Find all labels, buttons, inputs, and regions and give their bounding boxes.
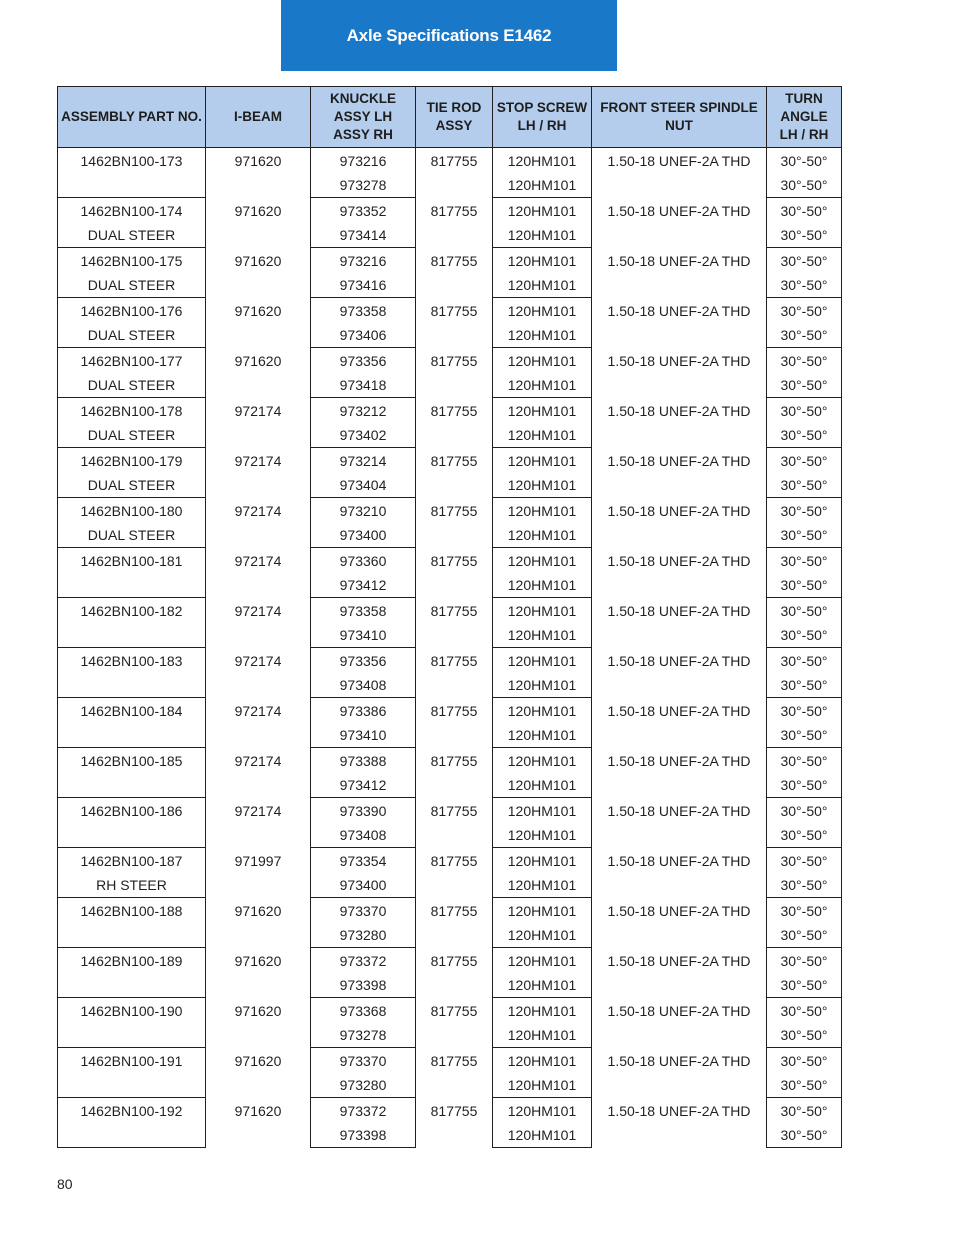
table-row bbox=[58, 1098, 842, 1124]
i-beam-cell: 972174 bbox=[206, 548, 311, 598]
stop-screw-rh-cell: 120HM101 bbox=[493, 673, 592, 698]
stop-screw-rh-cell: 120HM101 bbox=[493, 173, 592, 198]
turn-angle-lh-cell: 30°-50° bbox=[767, 198, 842, 224]
assembly-part-no-cell: 1462BN100-175 bbox=[58, 248, 206, 274]
spindle-nut-cell: 1.50-18 UNEF-2A THD bbox=[592, 798, 767, 848]
knuckle-rh-cell: 973278 bbox=[311, 1023, 416, 1048]
i-beam-cell: 972174 bbox=[206, 798, 311, 848]
knuckle-rh-cell: 973412 bbox=[311, 773, 416, 798]
assembly-part-no-cell: 1462BN100-178 bbox=[58, 398, 206, 424]
spindle-nut-cell: 1.50-18 UNEF-2A THD bbox=[592, 998, 767, 1048]
tie-rod-cell: 817755 bbox=[416, 648, 493, 698]
knuckle-rh-cell: 973406 bbox=[311, 323, 416, 348]
assembly-note-cell: DUAL STEER bbox=[58, 223, 206, 248]
spindle-nut-cell: 1.50-18 UNEF-2A THD bbox=[592, 698, 767, 748]
turn-angle-lh-cell: 30°-50° bbox=[767, 898, 842, 924]
assembly-part-no-cell: 1462BN100-185 bbox=[58, 748, 206, 774]
knuckle-rh-cell: 973400 bbox=[311, 523, 416, 548]
axle-spec-table bbox=[57, 86, 842, 1148]
turn-angle-rh-cell: 30°-50° bbox=[767, 1073, 842, 1098]
assembly-part-no-cell: 1462BN100-176 bbox=[58, 298, 206, 324]
assembly-note-cell: DUAL STEER bbox=[58, 423, 206, 448]
i-beam-cell: 972174 bbox=[206, 598, 311, 648]
assembly-note-cell bbox=[58, 1123, 206, 1148]
spindle-nut-cell: 1.50-18 UNEF-2A THD bbox=[592, 448, 767, 498]
col-header-tie-rod-assy: TIE ROD ASSY bbox=[416, 87, 493, 148]
assembly-note-cell bbox=[58, 173, 206, 198]
stop-screw-lh-cell: 120HM101 bbox=[493, 198, 592, 224]
assembly-part-no-cell: 1462BN100-181 bbox=[58, 548, 206, 574]
i-beam-cell: 972174 bbox=[206, 448, 311, 498]
turn-angle-lh-cell: 30°-50° bbox=[767, 948, 842, 974]
stop-screw-lh-cell: 120HM101 bbox=[493, 398, 592, 424]
assembly-note-cell bbox=[58, 1023, 206, 1048]
knuckle-rh-cell: 973414 bbox=[311, 223, 416, 248]
knuckle-lh-cell: 973216 bbox=[311, 248, 416, 274]
knuckle-rh-cell: 973402 bbox=[311, 423, 416, 448]
turn-angle-rh-cell: 30°-50° bbox=[767, 223, 842, 248]
stop-screw-rh-cell: 120HM101 bbox=[493, 773, 592, 798]
assembly-part-no-cell: 1462BN100-173 bbox=[58, 148, 206, 174]
tie-rod-cell: 817755 bbox=[416, 698, 493, 748]
spindle-nut-cell: 1.50-18 UNEF-2A THD bbox=[592, 398, 767, 448]
tie-rod-cell: 817755 bbox=[416, 498, 493, 548]
table-row bbox=[58, 1048, 842, 1074]
assembly-note-cell: DUAL STEER bbox=[58, 273, 206, 298]
turn-angle-rh-cell: 30°-50° bbox=[767, 773, 842, 798]
assembly-note-cell bbox=[58, 823, 206, 848]
table-row bbox=[58, 648, 842, 674]
turn-angle-rh-cell: 30°-50° bbox=[767, 673, 842, 698]
turn-angle-lh-cell: 30°-50° bbox=[767, 648, 842, 674]
turn-angle-lh-cell: 30°-50° bbox=[767, 848, 842, 874]
tie-rod-cell: 817755 bbox=[416, 348, 493, 398]
assembly-note-cell bbox=[58, 723, 206, 748]
stop-screw-lh-cell: 120HM101 bbox=[493, 748, 592, 774]
i-beam-cell: 971620 bbox=[206, 1048, 311, 1098]
assembly-note-cell bbox=[58, 673, 206, 698]
knuckle-lh-cell: 973372 bbox=[311, 1098, 416, 1124]
spindle-nut-cell: 1.50-18 UNEF-2A THD bbox=[592, 848, 767, 898]
table-body bbox=[58, 148, 842, 1148]
turn-angle-rh-cell: 30°-50° bbox=[767, 323, 842, 348]
tie-rod-cell: 817755 bbox=[416, 998, 493, 1048]
turn-angle-rh-cell: 30°-50° bbox=[767, 473, 842, 498]
stop-screw-lh-cell: 120HM101 bbox=[493, 148, 592, 174]
stop-screw-lh-cell: 120HM101 bbox=[493, 548, 592, 574]
knuckle-lh-cell: 973358 bbox=[311, 298, 416, 324]
tie-rod-cell: 817755 bbox=[416, 1098, 493, 1148]
assembly-part-no-cell: 1462BN100-184 bbox=[58, 698, 206, 724]
assembly-note-cell: DUAL STEER bbox=[58, 523, 206, 548]
turn-angle-rh-cell: 30°-50° bbox=[767, 973, 842, 998]
assembly-part-no-cell: 1462BN100-186 bbox=[58, 798, 206, 824]
stop-screw-rh-cell: 120HM101 bbox=[493, 323, 592, 348]
table-row bbox=[58, 298, 842, 324]
i-beam-cell: 972174 bbox=[206, 498, 311, 548]
turn-angle-rh-cell: 30°-50° bbox=[767, 523, 842, 548]
table-row bbox=[58, 948, 842, 974]
spindle-nut-cell: 1.50-18 UNEF-2A THD bbox=[592, 948, 767, 998]
i-beam-cell: 971620 bbox=[206, 898, 311, 948]
knuckle-lh-cell: 973214 bbox=[311, 448, 416, 474]
table-row bbox=[58, 698, 842, 724]
stop-screw-lh-cell: 120HM101 bbox=[493, 798, 592, 824]
turn-angle-rh-cell: 30°-50° bbox=[767, 573, 842, 598]
assembly-note-cell: DUAL STEER bbox=[58, 323, 206, 348]
turn-angle-lh-cell: 30°-50° bbox=[767, 1098, 842, 1124]
i-beam-cell: 971620 bbox=[206, 1098, 311, 1148]
table-row bbox=[58, 198, 842, 224]
table-header-row bbox=[58, 87, 842, 148]
table-row bbox=[58, 348, 842, 374]
knuckle-lh-cell: 973212 bbox=[311, 398, 416, 424]
stop-screw-rh-cell: 120HM101 bbox=[493, 873, 592, 898]
stop-screw-lh-cell: 120HM101 bbox=[493, 448, 592, 474]
i-beam-cell: 972174 bbox=[206, 698, 311, 748]
assembly-part-no-cell: 1462BN100-174 bbox=[58, 198, 206, 224]
knuckle-lh-cell: 973368 bbox=[311, 998, 416, 1024]
turn-angle-rh-cell: 30°-50° bbox=[767, 173, 842, 198]
spindle-nut-cell: 1.50-18 UNEF-2A THD bbox=[592, 898, 767, 948]
knuckle-rh-cell: 973280 bbox=[311, 923, 416, 948]
i-beam-cell: 972174 bbox=[206, 398, 311, 448]
stop-screw-rh-cell: 120HM101 bbox=[493, 523, 592, 548]
i-beam-cell: 971620 bbox=[206, 998, 311, 1048]
spindle-nut-cell: 1.50-18 UNEF-2A THD bbox=[592, 748, 767, 798]
stop-screw-rh-cell: 120HM101 bbox=[493, 373, 592, 398]
spindle-nut-cell: 1.50-18 UNEF-2A THD bbox=[592, 298, 767, 348]
stop-screw-lh-cell: 120HM101 bbox=[493, 848, 592, 874]
table-row bbox=[58, 248, 842, 274]
tie-rod-cell: 817755 bbox=[416, 298, 493, 348]
turn-angle-rh-cell: 30°-50° bbox=[767, 373, 842, 398]
stop-screw-lh-cell: 120HM101 bbox=[493, 1048, 592, 1074]
stop-screw-lh-cell: 120HM101 bbox=[493, 498, 592, 524]
assembly-note-cell: DUAL STEER bbox=[58, 473, 206, 498]
table-row bbox=[58, 998, 842, 1024]
knuckle-rh-cell: 973416 bbox=[311, 273, 416, 298]
stop-screw-rh-cell: 120HM101 bbox=[493, 1023, 592, 1048]
assembly-note-cell bbox=[58, 973, 206, 998]
table-row bbox=[58, 848, 842, 874]
stop-screw-lh-cell: 120HM101 bbox=[493, 648, 592, 674]
turn-angle-lh-cell: 30°-50° bbox=[767, 348, 842, 374]
stop-screw-lh-cell: 120HM101 bbox=[493, 598, 592, 624]
i-beam-cell: 972174 bbox=[206, 748, 311, 798]
stop-screw-rh-cell: 120HM101 bbox=[493, 1073, 592, 1098]
col-header-stop-screw: STOP SCREW LH / RH bbox=[493, 87, 592, 148]
stop-screw-rh-cell: 120HM101 bbox=[493, 573, 592, 598]
assembly-part-no-cell: 1462BN100-190 bbox=[58, 998, 206, 1024]
table-row bbox=[58, 798, 842, 824]
assembly-part-no-cell: 1462BN100-187 bbox=[58, 848, 206, 874]
col-header-turn-angle: TURN ANGLE LH / RH bbox=[767, 87, 842, 148]
assembly-part-no-cell: 1462BN100-180 bbox=[58, 498, 206, 524]
i-beam-cell: 971620 bbox=[206, 248, 311, 298]
stop-screw-rh-cell: 120HM101 bbox=[493, 923, 592, 948]
stop-screw-rh-cell: 120HM101 bbox=[493, 423, 592, 448]
stop-screw-rh-cell: 120HM101 bbox=[493, 473, 592, 498]
col-header-knuckle-assy: KNUCKLE ASSY LH ASSY RH bbox=[311, 87, 416, 148]
col-header-front-steer-spindle-nut: FRONT STEER SPINDLE NUT bbox=[592, 87, 767, 148]
knuckle-lh-cell: 973354 bbox=[311, 848, 416, 874]
assembly-part-no-cell: 1462BN100-182 bbox=[58, 598, 206, 624]
knuckle-rh-cell: 973398 bbox=[311, 1123, 416, 1148]
spindle-nut-cell: 1.50-18 UNEF-2A THD bbox=[592, 148, 767, 198]
col-header-assembly-part-no: ASSEMBLY PART NO. bbox=[58, 87, 206, 148]
spindle-nut-cell: 1.50-18 UNEF-2A THD bbox=[592, 648, 767, 698]
knuckle-lh-cell: 973358 bbox=[311, 598, 416, 624]
assembly-note-cell: RH STEER bbox=[58, 873, 206, 898]
stop-screw-lh-cell: 120HM101 bbox=[493, 898, 592, 924]
i-beam-cell: 971620 bbox=[206, 348, 311, 398]
table-row bbox=[58, 448, 842, 474]
knuckle-lh-cell: 973356 bbox=[311, 648, 416, 674]
i-beam-cell: 972174 bbox=[206, 648, 311, 698]
tie-rod-cell: 817755 bbox=[416, 148, 493, 198]
assembly-note-cell bbox=[58, 1073, 206, 1098]
spindle-nut-cell: 1.50-18 UNEF-2A THD bbox=[592, 198, 767, 248]
assembly-part-no-cell: 1462BN100-192 bbox=[58, 1098, 206, 1124]
knuckle-rh-cell: 973410 bbox=[311, 623, 416, 648]
turn-angle-lh-cell: 30°-50° bbox=[767, 698, 842, 724]
spindle-nut-cell: 1.50-18 UNEF-2A THD bbox=[592, 248, 767, 298]
table-row bbox=[58, 398, 842, 424]
spindle-nut-cell: 1.50-18 UNEF-2A THD bbox=[592, 548, 767, 598]
knuckle-lh-cell: 973352 bbox=[311, 198, 416, 224]
stop-screw-lh-cell: 120HM101 bbox=[493, 948, 592, 974]
tie-rod-cell: 817755 bbox=[416, 598, 493, 648]
assembly-part-no-cell: 1462BN100-191 bbox=[58, 1048, 206, 1074]
page-title: Axle Specifications E1462 bbox=[346, 25, 552, 45]
tie-rod-cell: 817755 bbox=[416, 198, 493, 248]
knuckle-lh-cell: 973356 bbox=[311, 348, 416, 374]
assembly-note-cell: DUAL STEER bbox=[58, 373, 206, 398]
stop-screw-lh-cell: 120HM101 bbox=[493, 1098, 592, 1124]
knuckle-lh-cell: 973360 bbox=[311, 548, 416, 574]
knuckle-lh-cell: 973370 bbox=[311, 1048, 416, 1074]
table-row bbox=[58, 148, 842, 174]
turn-angle-rh-cell: 30°-50° bbox=[767, 423, 842, 448]
knuckle-lh-cell: 973370 bbox=[311, 898, 416, 924]
knuckle-rh-cell: 973408 bbox=[311, 673, 416, 698]
tie-rod-cell: 817755 bbox=[416, 248, 493, 298]
knuckle-rh-cell: 973278 bbox=[311, 173, 416, 198]
i-beam-cell: 971620 bbox=[206, 948, 311, 998]
spindle-nut-cell: 1.50-18 UNEF-2A THD bbox=[592, 1098, 767, 1148]
stop-screw-rh-cell: 120HM101 bbox=[493, 1123, 592, 1148]
knuckle-rh-cell: 973410 bbox=[311, 723, 416, 748]
knuckle-rh-cell: 973412 bbox=[311, 573, 416, 598]
tie-rod-cell: 817755 bbox=[416, 1048, 493, 1098]
stop-screw-lh-cell: 120HM101 bbox=[493, 348, 592, 374]
assembly-note-cell bbox=[58, 773, 206, 798]
table-row bbox=[58, 598, 842, 624]
turn-angle-lh-cell: 30°-50° bbox=[767, 798, 842, 824]
assembly-part-no-cell: 1462BN100-189 bbox=[58, 948, 206, 974]
assembly-note-cell bbox=[58, 623, 206, 648]
table-row bbox=[58, 548, 842, 574]
turn-angle-lh-cell: 30°-50° bbox=[767, 998, 842, 1024]
turn-angle-rh-cell: 30°-50° bbox=[767, 1023, 842, 1048]
turn-angle-lh-cell: 30°-50° bbox=[767, 1048, 842, 1074]
spindle-nut-cell: 1.50-18 UNEF-2A THD bbox=[592, 498, 767, 548]
table-row bbox=[58, 898, 842, 924]
stop-screw-rh-cell: 120HM101 bbox=[493, 273, 592, 298]
stop-screw-rh-cell: 120HM101 bbox=[493, 223, 592, 248]
knuckle-lh-cell: 973386 bbox=[311, 698, 416, 724]
turn-angle-lh-cell: 30°-50° bbox=[767, 398, 842, 424]
tie-rod-cell: 817755 bbox=[416, 448, 493, 498]
stop-screw-rh-cell: 120HM101 bbox=[493, 973, 592, 998]
knuckle-rh-cell: 973408 bbox=[311, 823, 416, 848]
spindle-nut-cell: 1.50-18 UNEF-2A THD bbox=[592, 1048, 767, 1098]
turn-angle-rh-cell: 30°-50° bbox=[767, 923, 842, 948]
tie-rod-cell: 817755 bbox=[416, 748, 493, 798]
knuckle-lh-cell: 973388 bbox=[311, 748, 416, 774]
stop-screw-rh-cell: 120HM101 bbox=[493, 723, 592, 748]
knuckle-lh-cell: 973372 bbox=[311, 948, 416, 974]
i-beam-cell: 971620 bbox=[206, 148, 311, 198]
knuckle-lh-cell: 973390 bbox=[311, 798, 416, 824]
turn-angle-rh-cell: 30°-50° bbox=[767, 873, 842, 898]
turn-angle-rh-cell: 30°-50° bbox=[767, 623, 842, 648]
knuckle-rh-cell: 973404 bbox=[311, 473, 416, 498]
spindle-nut-cell: 1.50-18 UNEF-2A THD bbox=[592, 348, 767, 398]
turn-angle-lh-cell: 30°-50° bbox=[767, 598, 842, 624]
turn-angle-rh-cell: 30°-50° bbox=[767, 1123, 842, 1148]
turn-angle-rh-cell: 30°-50° bbox=[767, 723, 842, 748]
i-beam-cell: 971997 bbox=[206, 848, 311, 898]
i-beam-cell: 971620 bbox=[206, 198, 311, 248]
tie-rod-cell: 817755 bbox=[416, 398, 493, 448]
turn-angle-rh-cell: 30°-50° bbox=[767, 273, 842, 298]
knuckle-rh-cell: 973418 bbox=[311, 373, 416, 398]
tie-rod-cell: 817755 bbox=[416, 848, 493, 898]
knuckle-rh-cell: 973280 bbox=[311, 1073, 416, 1098]
page-number: 80 bbox=[57, 1176, 73, 1192]
assembly-part-no-cell: 1462BN100-179 bbox=[58, 448, 206, 474]
assembly-note-cell bbox=[58, 573, 206, 598]
assembly-part-no-cell: 1462BN100-177 bbox=[58, 348, 206, 374]
stop-screw-lh-cell: 120HM101 bbox=[493, 298, 592, 324]
tie-rod-cell: 817755 bbox=[416, 548, 493, 598]
assembly-part-no-cell: 1462BN100-188 bbox=[58, 898, 206, 924]
stop-screw-lh-cell: 120HM101 bbox=[493, 248, 592, 274]
turn-angle-lh-cell: 30°-50° bbox=[767, 748, 842, 774]
i-beam-cell: 971620 bbox=[206, 298, 311, 348]
stop-screw-lh-cell: 120HM101 bbox=[493, 998, 592, 1024]
table-row bbox=[58, 498, 842, 524]
tie-rod-cell: 817755 bbox=[416, 948, 493, 998]
table-row bbox=[58, 748, 842, 774]
stop-screw-lh-cell: 120HM101 bbox=[493, 698, 592, 724]
col-header-i-beam: I-BEAM bbox=[206, 87, 311, 148]
knuckle-lh-cell: 973210 bbox=[311, 498, 416, 524]
stop-screw-rh-cell: 120HM101 bbox=[493, 823, 592, 848]
knuckle-lh-cell: 973216 bbox=[311, 148, 416, 174]
knuckle-rh-cell: 973398 bbox=[311, 973, 416, 998]
spindle-nut-cell: 1.50-18 UNEF-2A THD bbox=[592, 598, 767, 648]
tie-rod-cell: 817755 bbox=[416, 798, 493, 848]
turn-angle-lh-cell: 30°-50° bbox=[767, 298, 842, 324]
tie-rod-cell: 817755 bbox=[416, 898, 493, 948]
turn-angle-lh-cell: 30°-50° bbox=[767, 148, 842, 174]
assembly-part-no-cell: 1462BN100-183 bbox=[58, 648, 206, 674]
page-title-banner bbox=[281, 0, 617, 71]
stop-screw-rh-cell: 120HM101 bbox=[493, 623, 592, 648]
turn-angle-lh-cell: 30°-50° bbox=[767, 498, 842, 524]
turn-angle-lh-cell: 30°-50° bbox=[767, 448, 842, 474]
knuckle-rh-cell: 973400 bbox=[311, 873, 416, 898]
turn-angle-lh-cell: 30°-50° bbox=[767, 248, 842, 274]
turn-angle-rh-cell: 30°-50° bbox=[767, 823, 842, 848]
assembly-note-cell bbox=[58, 923, 206, 948]
turn-angle-lh-cell: 30°-50° bbox=[767, 548, 842, 574]
